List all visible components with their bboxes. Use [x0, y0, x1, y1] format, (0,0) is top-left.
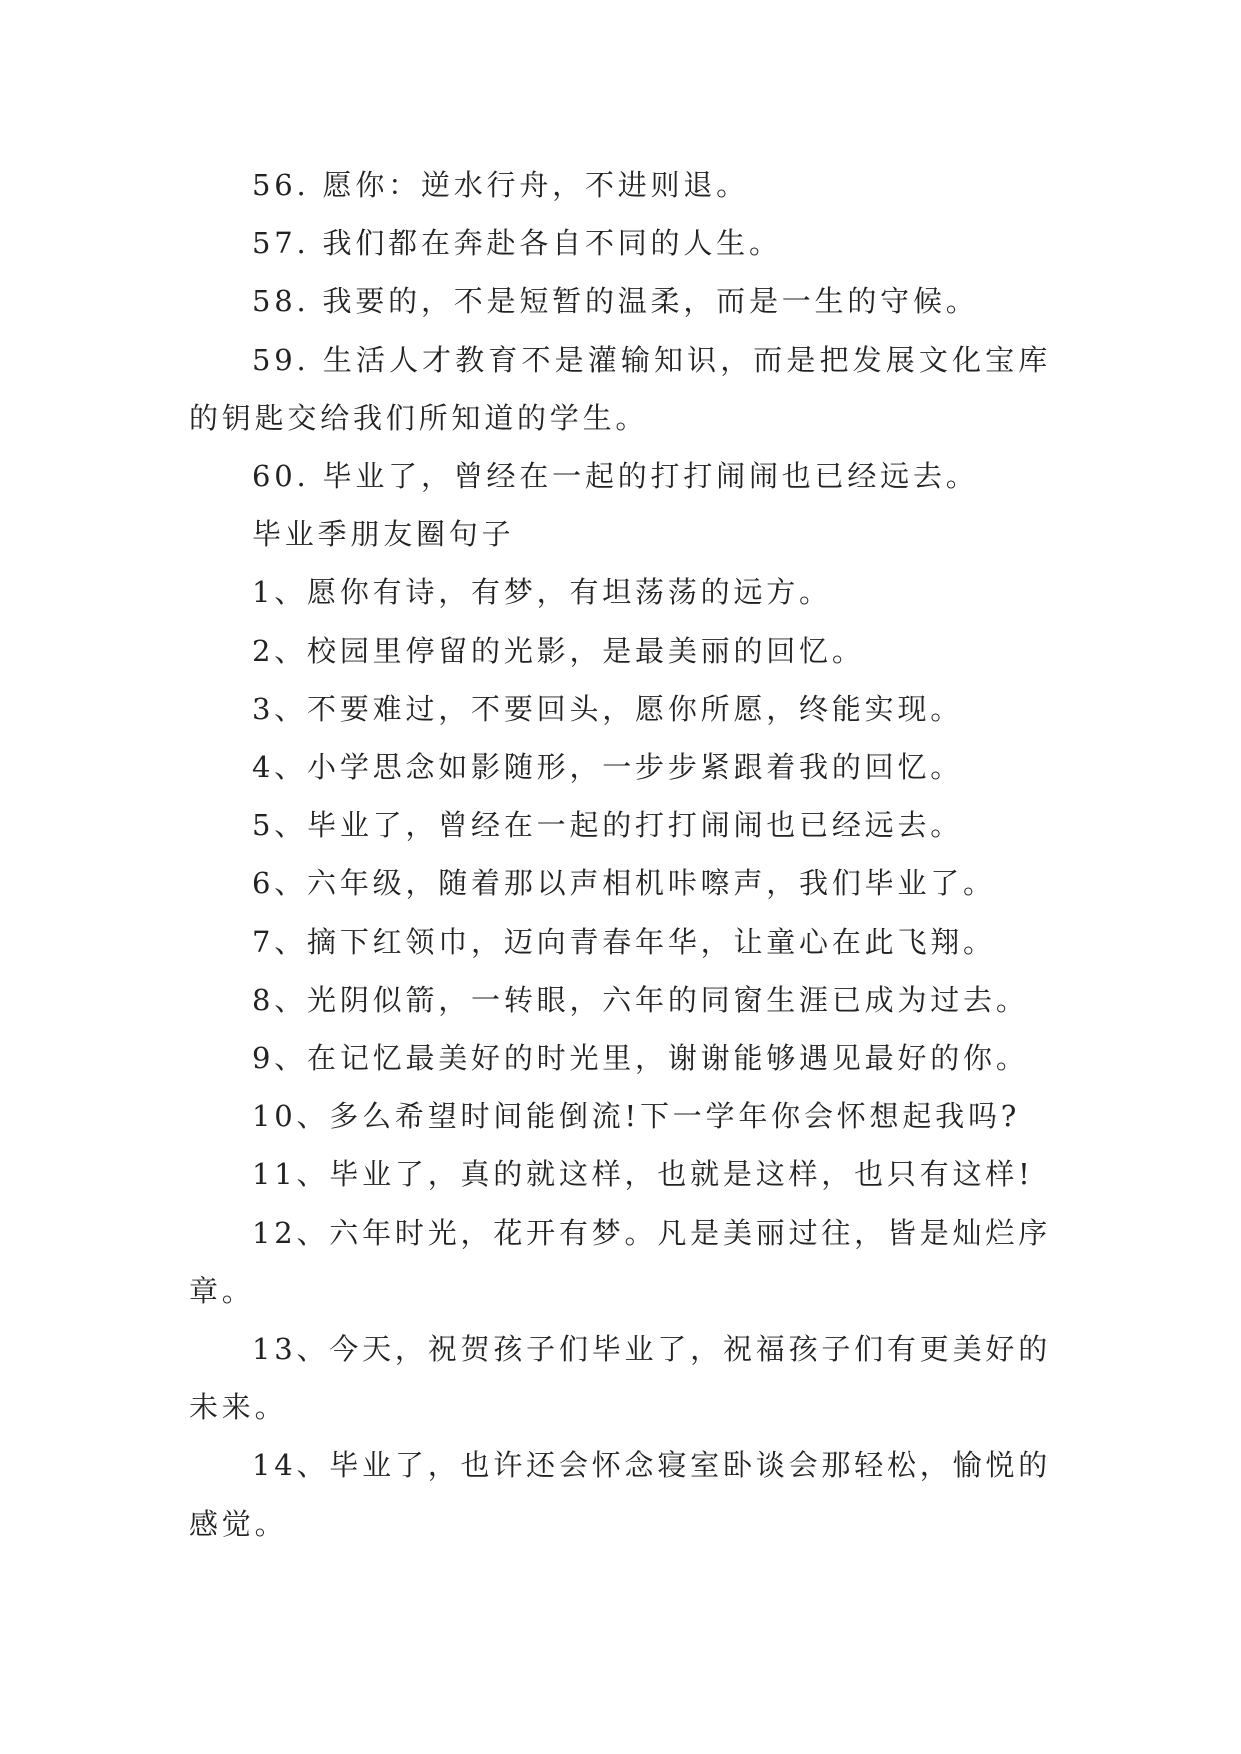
- paragraph: 9、在记忆最美好的时光里，谢谢能够遇见最好的你。: [252, 1041, 1029, 1076]
- paragraph: 2、校园里停留的光影，是最美丽的回忆。: [252, 633, 865, 668]
- paragraph: 57. 我们都在奔赴各自不同的人生。: [252, 226, 782, 261]
- paragraph: 7、摘下红领巾，迈向青春年华，让童心在此飞翔。: [252, 924, 996, 959]
- paragraph: 5、毕业了，曾经在一起的打打闹闹也已经远去。: [252, 808, 964, 843]
- paragraph: 60. 毕业了，曾经在一起的打打闹闹也已经远去。: [252, 459, 979, 494]
- paragraph: 6、六年级，随着那以声相机咔嚓声，我们毕业了。: [252, 866, 996, 901]
- paragraph: 10、多么希望时间能倒流!下一学年你会怀想起我吗?: [252, 1099, 1021, 1134]
- paragraph: 4、小学思念如影随形，一步步紧跟着我的回忆。: [252, 750, 964, 785]
- paragraph: 14、毕业了，也许还会怀念寝室卧谈会那轻松，愉悦的感觉。: [189, 1448, 1051, 1541]
- paragraph: 13、今天，祝贺孩子们毕业了，祝福孩子们有更美好的未来。: [189, 1332, 1051, 1425]
- paragraph: 56. 愿你：逆水行舟，不进则退。: [252, 168, 749, 202]
- document-body: [189, 156, 1051, 1553]
- paragraph: 1、愿你有诗，有梦，有坦荡荡的远方。: [252, 575, 832, 610]
- paragraph: 3、不要难过，不要回头，愿你所愿，终能实现。: [252, 691, 964, 726]
- paragraph: 8、光阴似箭，一转眼，六年的同窗生涯已成为过去。: [252, 982, 1029, 1017]
- section-heading: 毕业季朋友圈句子: [252, 517, 515, 552]
- paragraph: 12、六年时光，花开有梦。凡是美丽过往，皆是灿烂序章。: [189, 1215, 1051, 1308]
- paragraph: 11、毕业了，真的就这样，也就是这样，也只有这样!: [252, 1157, 1034, 1192]
- paragraph: 58. 我要的，不是短暂的温柔，而是一生的守候。: [252, 284, 979, 319]
- paragraph: 59. 生活人才教育不是灌输知识，而是把发展文化宝库的钥匙交给我们所知道的学生。: [189, 342, 1051, 435]
